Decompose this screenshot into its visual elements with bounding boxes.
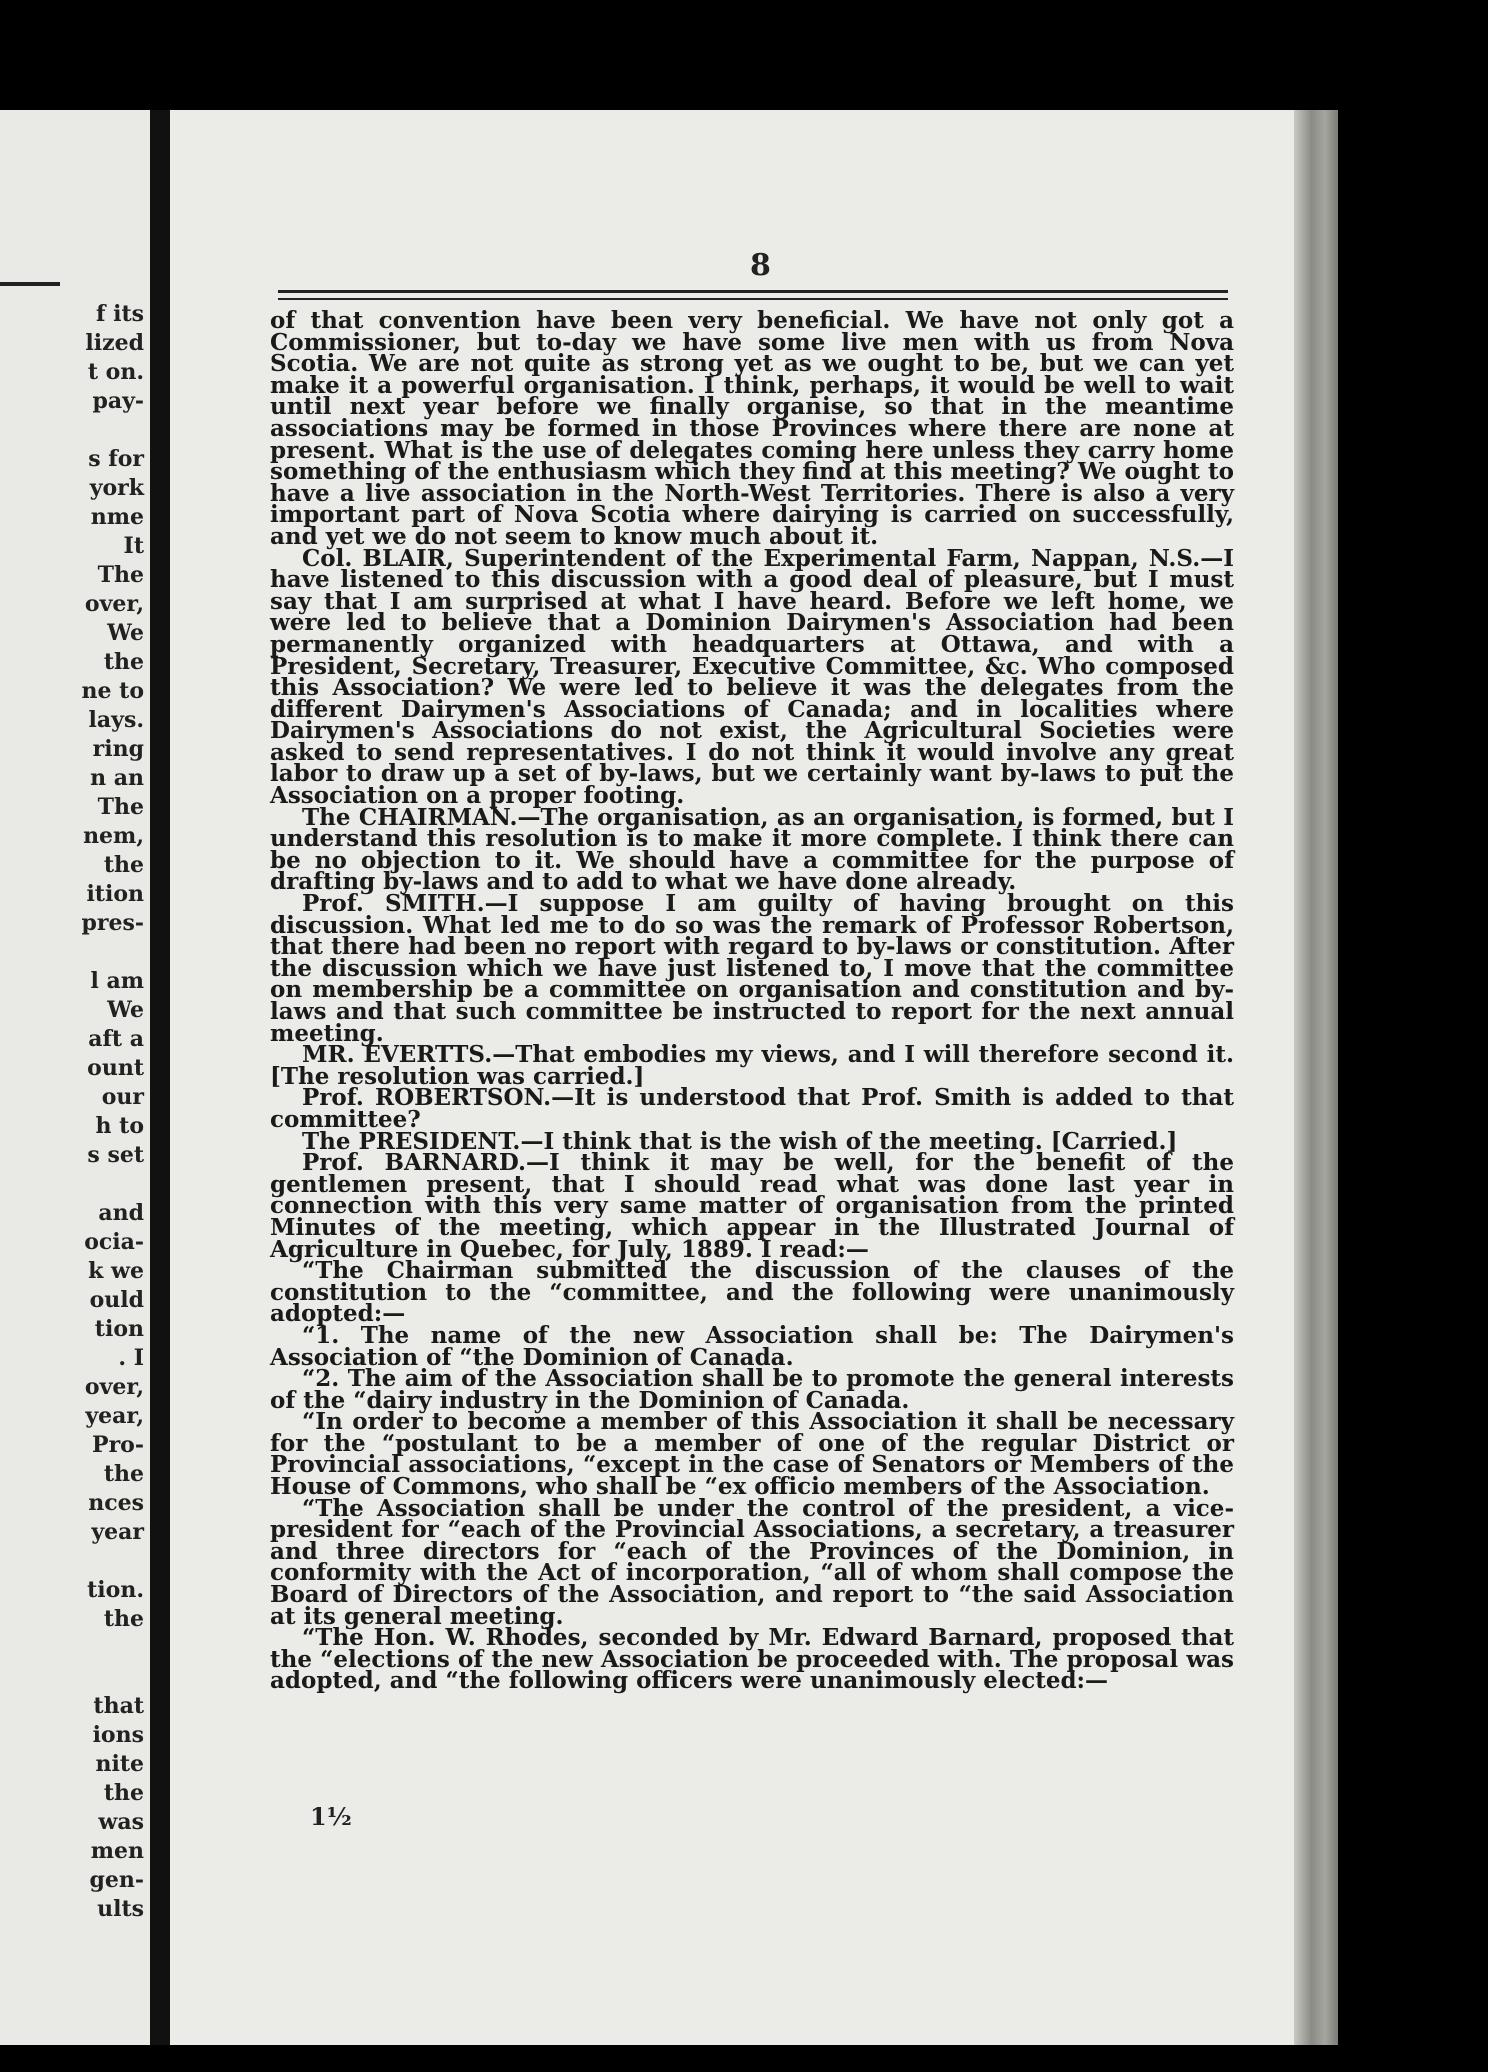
- left-page-fragment: It: [123, 533, 144, 559]
- left-page-fragment: [82, 1663, 145, 1692]
- left-page-fragment: the: [103, 852, 144, 878]
- left-page-fragment: [82, 1547, 145, 1576]
- book-gutter: [150, 110, 170, 2045]
- left-page-fragment: lized: [85, 330, 144, 356]
- left-page-fragment: the: [103, 649, 144, 675]
- left-page-fragment: ne to: [81, 678, 144, 704]
- left-page-fragment: tion: [94, 1316, 144, 1342]
- paragraph: “1. The name of the new Association shall be: The Dairymen's Association of “the Dominion of Canada.: [270, 1321, 1234, 1371]
- paragraph: The CHAIRMAN.—The organisation, as an organisation, is formed, but I understand this resolution is to make it more complete. I think there can be no objection to it. We should have a committee for the purpose of drafting by-laws and to add to what we have done already.: [270, 803, 1234, 896]
- left-page-fragment: nem,: [83, 823, 144, 849]
- left-page-fragment: t on.: [87, 359, 144, 385]
- document-page: [170, 110, 1338, 2045]
- left-page-fragment: f its: [95, 301, 144, 327]
- left-page-fragment: ition: [86, 881, 144, 907]
- left-page-fragment: The: [97, 562, 144, 588]
- paragraph: “The Chairman submitted the discussion of the clauses of the constitution to the “committee, and the following were unanimously adopted:—: [270, 1257, 1234, 1328]
- paragraph: MR. EVERTTS.—That embodies my views, and I will therefore second it. [The resolution was carried.]: [270, 1041, 1234, 1090]
- body-text: [270, 307, 1234, 1695]
- paragraph: “2. The aim of the Association shall be to promote the general interests of the “dairy industry in the Dominion of Canada.: [270, 1365, 1234, 1414]
- left-page-fragment: the: [103, 1780, 144, 1806]
- left-page-fragment: nces: [88, 1490, 144, 1516]
- signature-mark: 1½: [310, 1802, 352, 1831]
- left-page-fragment: h to: [95, 1113, 144, 1139]
- left-page-rule: [0, 282, 60, 286]
- paragraph: Prof. BARNARD.—I think it may be well, for the benefit of the gentlemen present, that I should read what was done last year in connection with this very same matter of organisation from the printed Minutes of the meeting, which appear in the Illustrated Journal of Agriculture in Quebec, for July, 1889. I read:—: [270, 1149, 1234, 1263]
- header-rule-top: [278, 290, 1228, 293]
- left-page-fragment: Pro-: [92, 1432, 144, 1458]
- left-page-fragment: ions: [92, 1722, 144, 1748]
- left-page-fragment: lays.: [88, 707, 144, 733]
- left-page-fragment: n an: [90, 765, 144, 791]
- left-page-fragment: year,: [85, 1403, 144, 1429]
- left-page-fragment: tion.: [87, 1577, 144, 1603]
- left-page-fragment: gen-: [89, 1867, 144, 1893]
- left-page-fragment: york: [89, 475, 144, 501]
- left-page-fragment: men: [90, 1838, 144, 1864]
- left-page-fragment: and: [98, 1200, 144, 1226]
- header-rule-bottom: [278, 298, 1228, 300]
- left-page-fragment: ocia-: [84, 1229, 144, 1255]
- left-page-fragment: the: [103, 1461, 144, 1487]
- left-page-fragment: was: [98, 1809, 144, 1835]
- paragraph: Prof. ROBERTSON.—It is understood that Prof. Smith is added to that committee?: [270, 1084, 1234, 1133]
- paragraph: The PRESIDENT.—I think that is the wish of the meeting. [Carried.]: [302, 1127, 1178, 1155]
- page-edge-shadow: [1294, 110, 1338, 2045]
- left-page-fragment: [82, 1170, 145, 1199]
- left-page-fragment: over,: [84, 1374, 144, 1400]
- paragraph: “The Hon. W. Rhodes, seconded by Mr. Edward Barnard, proposed that the “elections of the new Association be proceeded with. The proposal was adopted, and “the following officers were unanimously elected:—: [270, 1624, 1234, 1695]
- left-page-fragment: nite: [95, 1751, 144, 1777]
- left-page-fragment: k we: [88, 1258, 144, 1284]
- paragraph: Col. BLAIR, Superintendent of the Experimental Farm, Nappan, N.S.—I have listened to this discussion with a good deal of pleasure, but I must say that I am surprised at what I have heard. Before we left home, we were led to believe that a Dominion Dairymen's Association had been permanently organized with headquarters at Ottawa, and with a President, Secretary, Treasurer, Executive Committee, &c. Who composed this Association? We were led to believe it was the delegates from the different Dairymen's Associations of Canada; and in localities where Dairymen's Associations do not exist, the Agricultural Societies were asked to send representatives. I do not think it would involve any great labor to draw up a set of by-laws, but we certainly want by-laws to put the Association on a proper footing.: [270, 544, 1234, 810]
- left-page-fragment: nme: [90, 504, 144, 530]
- left-page-fragment: [82, 416, 145, 445]
- left-page-fragment: s for: [88, 446, 144, 472]
- left-page-fragment: [82, 938, 145, 967]
- paragraph: of that convention have been very beneficial. We have not only got a Commissioner, but to-day we have some live men with us from Nova Scotia. We are not quite as strong yet as we ought to be, but we can yet make it a powerful organisation. I think, perhaps, it would be well to wait until next year before we finally organise, so that in the meantime associations may be formed in those Provinces where there are none at present. What is the use of delegates coming here unless they carry home something of the enthusiasm which they find at this meeting? We ought to have a live association in the North-West Territories. There is also a very important part of Nova Scotia where dairying is carried on successfully, and yet we do not seem to know much about it.: [270, 307, 1234, 550]
- left-page-fragment: ults: [97, 1896, 144, 1922]
- left-page-fragment: ring: [92, 736, 144, 762]
- left-page-fragment: We: [107, 997, 144, 1023]
- left-page-fragment: the: [103, 1606, 144, 1632]
- paragraph: “The Association shall be under the control of the president, a vice-president for “each of the Provincial Associations, a secretary, a treasurer and three directors for “each of the Provinces of the Dominion, in conformity with the Act of incorporation, “all of whom shall compose the Board of Directors of the Association, and report to “the said Association at its general meeting.: [270, 1494, 1234, 1630]
- left-page-fragment: pay-: [92, 388, 144, 414]
- left-page-fragment: . I: [118, 1345, 144, 1371]
- page-number: 8: [750, 248, 771, 283]
- left-facing-page: [0, 110, 150, 2045]
- left-page-text-fragments: [82, 300, 145, 1924]
- left-page-fragment: The: [97, 794, 144, 820]
- left-page-fragment: pres-: [81, 910, 144, 936]
- paragraph: Prof. SMITH.—I suppose I am guilty of having brought on this discussion. What led me to do so was the remark of Professor Robertson, that there had been no report with regard to by-laws or constitution. After the discussion which we have just listened to, I move that the committee on membership be a committee on organisation and constitution and by-laws and that such committee be instructed to report for the next annual meeting.: [270, 890, 1234, 1047]
- left-page-fragment: ount: [87, 1055, 144, 1081]
- left-page-fragment: l am: [90, 968, 144, 994]
- left-page-fragment: ould: [89, 1287, 144, 1313]
- left-page-fragment: our: [101, 1084, 144, 1110]
- left-page-fragment: We: [107, 620, 144, 646]
- left-page-fragment: year: [91, 1519, 144, 1545]
- left-page-fragment: over,: [84, 591, 144, 617]
- left-page-fragment: [82, 1634, 145, 1663]
- left-page-fragment: aft a: [88, 1026, 144, 1052]
- left-page-fragment: that: [93, 1693, 144, 1719]
- paragraph: “In order to become a member of this Association it shall be necessary for the “postulant to be a member of one of the regular District or Provincial associations, “except in the case of Senators or Members of the House of Commons, who shall be “ex officio members of the Association.: [270, 1408, 1234, 1501]
- left-page-fragment: s set: [87, 1142, 144, 1168]
